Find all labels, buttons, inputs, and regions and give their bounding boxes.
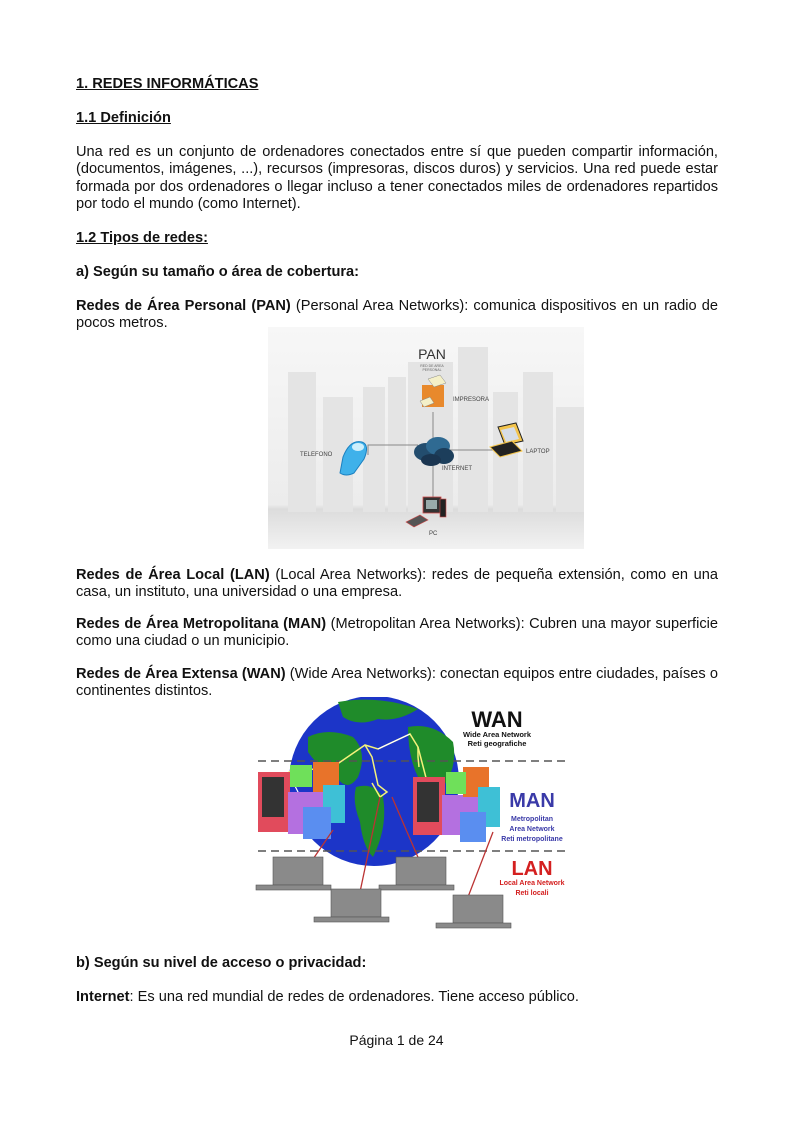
- lan-term: Redes de Área Local (LAN): [76, 567, 270, 583]
- heading-definicion: 1.1 Definición: [76, 110, 171, 126]
- man-paragraph: [76, 616, 718, 651]
- wan-term: Redes de Área Extensa (WAN): [76, 666, 286, 682]
- wan-man-lan-diagram: [248, 697, 580, 937]
- heading-redes-informaticas: 1. REDES INFORMÁTICAS: [76, 76, 259, 92]
- svg-text:Reti geografiche: Reti geografiche: [467, 739, 527, 748]
- subheading-tamano: a) Según su tamaño o área de cobertura:: [76, 264, 360, 280]
- svg-text:PC: PC: [429, 531, 438, 537]
- pan-text: (Personal Area Networks): comunica dispositivos en un radio de pocos metros.: [76, 298, 718, 332]
- lan-paragraph: [76, 567, 718, 602]
- svg-text:Local Area Network: Local Area Network: [499, 880, 565, 887]
- internet-paragraph: [76, 989, 718, 1006]
- svg-text:Area Network: Area Network: [509, 826, 555, 833]
- man-term: Redes de Área Metropolitana (MAN): [76, 616, 327, 632]
- man-title: MAN: [509, 790, 555, 812]
- wan-text: (Wide Area Networks): conectan equipos entre ciudades, países o continentes distintos.: [76, 666, 718, 700]
- svg-text:LAPTOP: LAPTOP: [526, 449, 550, 455]
- internet-term: Internet: [76, 989, 130, 1005]
- svg-text:PERSONAL: PERSONAL: [422, 368, 442, 372]
- svg-text:TELEFONO: TELEFONO: [300, 452, 333, 458]
- lan-title: LAN: [511, 858, 553, 880]
- man-text: (Metropolitan Area Networks): Cubren una mayor superficie como una ciudad o un municipio.: [76, 616, 718, 650]
- pan-diagram: [268, 327, 584, 549]
- page-footer: Página 1 de 24: [349, 1032, 444, 1048]
- internet-text: : Es una red mundial de redes de ordenadores. Tiene acceso público.: [129, 989, 579, 1005]
- svg-text:INTERNET: INTERNET: [442, 466, 472, 472]
- heading-tipos-de-redes: 1.2 Tipos de redes:: [76, 230, 208, 246]
- lan-text: (Local Area Networks): redes de pequeña extensión, como en una casa, un instituto, una universidad o una empresa.: [76, 567, 718, 601]
- svg-text:Reti metropolitane: Reti metropolitane: [501, 836, 563, 843]
- svg-text:Metropolitan: Metropolitan: [511, 816, 553, 823]
- subheading-privacidad: b) Según su nivel de acceso o privacidad:: [76, 955, 367, 971]
- wan-title: WAN: [471, 707, 523, 732]
- definition-paragraph: Una red es un conjunto de ordenadores conectados entre sí que pueden compartir información, (documentos, imágenes, ...), recursos (impresoras, discos duros) y servicios. Una red puede estar formada por dos ordenadores o llegar incluso a tener conectados miles de ordenadores repartidos por todo el mundo (como Internet).: [76, 144, 718, 213]
- svg-text:IMPRESORA: IMPRESORA: [453, 397, 490, 403]
- pan-title: PAN: [418, 346, 446, 362]
- svg-text:Wide Area Network: Wide Area Network: [462, 730, 532, 739]
- pan-term: Redes de Área Personal (PAN): [76, 298, 291, 314]
- wan-paragraph: [76, 666, 718, 701]
- svg-text:Reti locali: Reti locali: [515, 890, 549, 897]
- svg-text:RED DE AREA: RED DE AREA: [420, 364, 444, 368]
